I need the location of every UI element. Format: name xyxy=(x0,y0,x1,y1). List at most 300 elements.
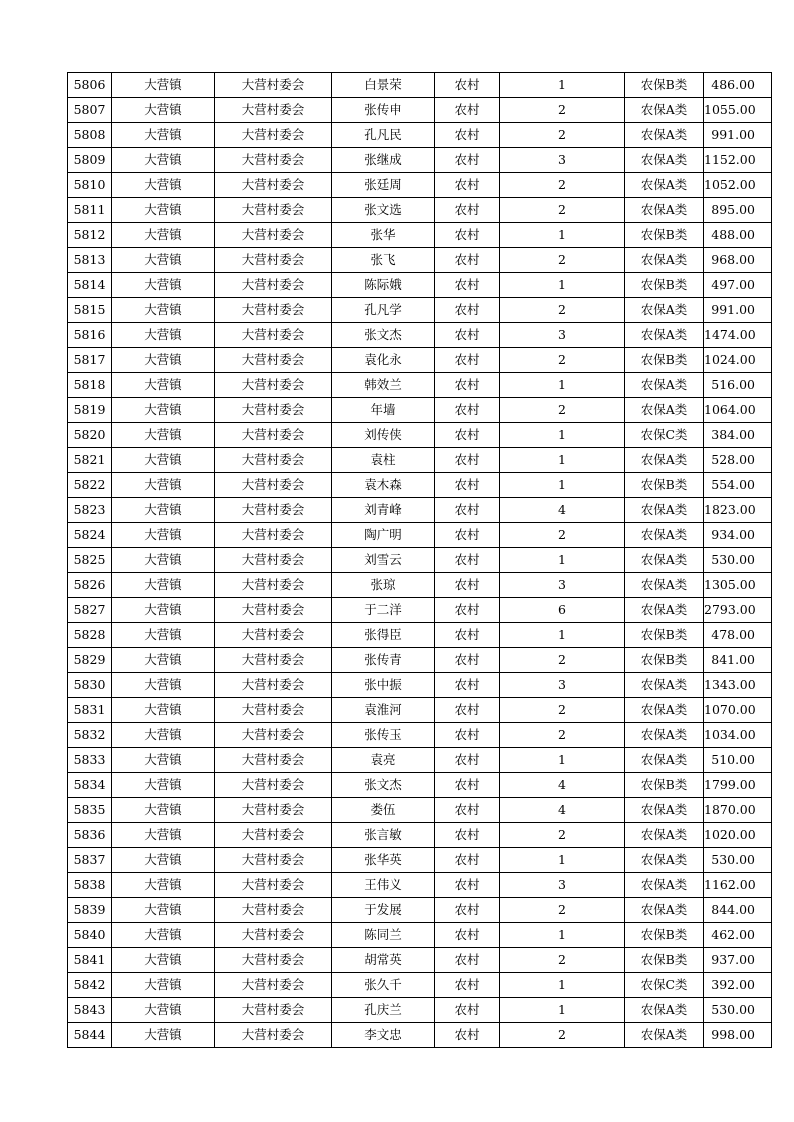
cell-amount: 991.00 xyxy=(704,298,772,323)
cell-insurance-category: 农保A类 xyxy=(625,548,704,573)
cell-serial: 5833 xyxy=(68,748,112,773)
cell-insurance-category: 农保A类 xyxy=(625,123,704,148)
table-row xyxy=(68,298,772,323)
cell-name: 于二洋 xyxy=(332,598,435,623)
cell-household-type: 农村 xyxy=(435,773,500,798)
cell-household-type: 农村 xyxy=(435,298,500,323)
cell-village-committee: 大营村委会 xyxy=(215,648,332,673)
cell-amount: 841.00 xyxy=(704,648,772,673)
cell-name: 张廷周 xyxy=(332,173,435,198)
cell-village-committee: 大营村委会 xyxy=(215,998,332,1023)
cell-amount: 991.00 xyxy=(704,123,772,148)
cell-person-count: 3 xyxy=(500,573,625,598)
cell-town: 大营镇 xyxy=(112,898,215,923)
cell-insurance-category: 农保B类 xyxy=(625,73,704,98)
table-row xyxy=(68,498,772,523)
cell-person-count: 2 xyxy=(500,898,625,923)
cell-person-count: 1 xyxy=(500,848,625,873)
cell-household-type: 农村 xyxy=(435,673,500,698)
cell-insurance-category: 农保B类 xyxy=(625,948,704,973)
cell-village-committee: 大营村委会 xyxy=(215,698,332,723)
cell-serial: 5810 xyxy=(68,173,112,198)
cell-village-committee: 大营村委会 xyxy=(215,823,332,848)
cell-village-committee: 大营村委会 xyxy=(215,848,332,873)
cell-person-count: 1 xyxy=(500,748,625,773)
cell-insurance-category: 农保A类 xyxy=(625,373,704,398)
cell-serial: 5827 xyxy=(68,598,112,623)
cell-name: 张华 xyxy=(332,223,435,248)
table-row xyxy=(68,448,772,473)
cell-town: 大营镇 xyxy=(112,698,215,723)
cell-household-type: 农村 xyxy=(435,148,500,173)
cell-town: 大营镇 xyxy=(112,848,215,873)
cell-amount: 1474.00 xyxy=(704,323,772,348)
cell-insurance-category: 农保C类 xyxy=(625,973,704,998)
cell-serial: 5832 xyxy=(68,723,112,748)
cell-name: 陈同兰 xyxy=(332,923,435,948)
table-row xyxy=(68,348,772,373)
cell-village-committee: 大营村委会 xyxy=(215,373,332,398)
cell-name: 张传青 xyxy=(332,648,435,673)
cell-household-type: 农村 xyxy=(435,648,500,673)
cell-name: 年墙 xyxy=(332,398,435,423)
cell-village-committee: 大营村委会 xyxy=(215,223,332,248)
cell-household-type: 农村 xyxy=(435,848,500,873)
cell-person-count: 1 xyxy=(500,423,625,448)
cell-insurance-category: 农保A类 xyxy=(625,298,704,323)
cell-town: 大营镇 xyxy=(112,548,215,573)
cell-amount: 844.00 xyxy=(704,898,772,923)
cell-amount: 1343.00 xyxy=(704,673,772,698)
cell-insurance-category: 农保A类 xyxy=(625,748,704,773)
cell-serial: 5843 xyxy=(68,998,112,1023)
cell-town: 大营镇 xyxy=(112,823,215,848)
cell-person-count: 2 xyxy=(500,698,625,723)
table-row xyxy=(68,73,772,98)
cell-town: 大营镇 xyxy=(112,523,215,548)
cell-serial: 5828 xyxy=(68,623,112,648)
cell-amount: 1823.00 xyxy=(704,498,772,523)
cell-insurance-category: 农保B类 xyxy=(625,648,704,673)
cell-household-type: 农村 xyxy=(435,373,500,398)
cell-household-type: 农村 xyxy=(435,423,500,448)
cell-amount: 528.00 xyxy=(704,448,772,473)
cell-person-count: 2 xyxy=(500,823,625,848)
cell-household-type: 农村 xyxy=(435,273,500,298)
cell-person-count: 2 xyxy=(500,198,625,223)
cell-serial: 5839 xyxy=(68,898,112,923)
cell-person-count: 1 xyxy=(500,548,625,573)
table-row xyxy=(68,623,772,648)
cell-village-committee: 大营村委会 xyxy=(215,973,332,998)
cell-village-committee: 大营村委会 xyxy=(215,598,332,623)
cell-person-count: 2 xyxy=(500,298,625,323)
cell-household-type: 农村 xyxy=(435,623,500,648)
cell-town: 大营镇 xyxy=(112,998,215,1023)
cell-serial: 5811 xyxy=(68,198,112,223)
cell-insurance-category: 农保A类 xyxy=(625,323,704,348)
cell-person-count: 1 xyxy=(500,973,625,998)
cell-name: 张久千 xyxy=(332,973,435,998)
cell-serial: 5806 xyxy=(68,73,112,98)
table-row xyxy=(68,273,772,298)
cell-serial: 5834 xyxy=(68,773,112,798)
cell-serial: 5844 xyxy=(68,1023,112,1048)
cell-person-count: 2 xyxy=(500,173,625,198)
cell-insurance-category: 农保B类 xyxy=(625,923,704,948)
cell-household-type: 农村 xyxy=(435,998,500,1023)
cell-name: 刘雪云 xyxy=(332,548,435,573)
cell-village-committee: 大营村委会 xyxy=(215,323,332,348)
cell-household-type: 农村 xyxy=(435,123,500,148)
cell-person-count: 3 xyxy=(500,873,625,898)
cell-household-type: 农村 xyxy=(435,573,500,598)
cell-amount: 1152.00 xyxy=(704,148,772,173)
cell-amount: 530.00 xyxy=(704,998,772,1023)
cell-town: 大营镇 xyxy=(112,223,215,248)
cell-serial: 5821 xyxy=(68,448,112,473)
table-row xyxy=(68,923,772,948)
table-row xyxy=(68,948,772,973)
cell-town: 大营镇 xyxy=(112,323,215,348)
cell-serial: 5838 xyxy=(68,873,112,898)
cell-amount: 1055.00 xyxy=(704,98,772,123)
cell-name: 张言敏 xyxy=(332,823,435,848)
cell-household-type: 农村 xyxy=(435,823,500,848)
cell-village-committee: 大营村委会 xyxy=(215,148,332,173)
cell-person-count: 2 xyxy=(500,398,625,423)
cell-town: 大营镇 xyxy=(112,573,215,598)
cell-person-count: 3 xyxy=(500,323,625,348)
cell-amount: 462.00 xyxy=(704,923,772,948)
table-row xyxy=(68,823,772,848)
cell-town: 大营镇 xyxy=(112,498,215,523)
cell-amount: 1305.00 xyxy=(704,573,772,598)
cell-amount: 510.00 xyxy=(704,748,772,773)
table-row xyxy=(68,723,772,748)
cell-insurance-category: 农保A类 xyxy=(625,523,704,548)
cell-town: 大营镇 xyxy=(112,273,215,298)
cell-town: 大营镇 xyxy=(112,748,215,773)
cell-village-committee: 大营村委会 xyxy=(215,948,332,973)
cell-household-type: 农村 xyxy=(435,798,500,823)
cell-name: 韩效兰 xyxy=(332,373,435,398)
cell-amount: 478.00 xyxy=(704,623,772,648)
cell-serial: 5823 xyxy=(68,498,112,523)
cell-serial: 5815 xyxy=(68,298,112,323)
table-row xyxy=(68,773,772,798)
cell-village-committee: 大营村委会 xyxy=(215,398,332,423)
cell-name: 张传申 xyxy=(332,98,435,123)
table-row xyxy=(68,198,772,223)
cell-village-committee: 大营村委会 xyxy=(215,73,332,98)
cell-amount: 968.00 xyxy=(704,248,772,273)
cell-insurance-category: 农保B类 xyxy=(625,623,704,648)
cell-town: 大营镇 xyxy=(112,598,215,623)
table-row xyxy=(68,223,772,248)
cell-village-committee: 大营村委会 xyxy=(215,723,332,748)
cell-name: 李文忠 xyxy=(332,1023,435,1048)
cell-amount: 516.00 xyxy=(704,373,772,398)
cell-serial: 5813 xyxy=(68,248,112,273)
cell-serial: 5824 xyxy=(68,523,112,548)
cell-name: 胡常英 xyxy=(332,948,435,973)
cell-town: 大营镇 xyxy=(112,648,215,673)
cell-serial: 5831 xyxy=(68,698,112,723)
cell-insurance-category: 农保A类 xyxy=(625,448,704,473)
cell-household-type: 农村 xyxy=(435,898,500,923)
cell-village-committee: 大营村委会 xyxy=(215,773,332,798)
table-row xyxy=(68,573,772,598)
cell-household-type: 农村 xyxy=(435,873,500,898)
cell-serial: 5814 xyxy=(68,273,112,298)
cell-amount: 488.00 xyxy=(704,223,772,248)
cell-town: 大营镇 xyxy=(112,298,215,323)
table-body xyxy=(68,73,772,1048)
cell-household-type: 农村 xyxy=(435,748,500,773)
cell-household-type: 农村 xyxy=(435,923,500,948)
cell-name: 张琼 xyxy=(332,573,435,598)
cell-name: 王伟义 xyxy=(332,873,435,898)
table-row xyxy=(68,748,772,773)
cell-name: 张文选 xyxy=(332,198,435,223)
cell-serial: 5837 xyxy=(68,848,112,873)
cell-insurance-category: 农保A类 xyxy=(625,798,704,823)
cell-name: 张文杰 xyxy=(332,773,435,798)
cell-person-count: 2 xyxy=(500,348,625,373)
cell-household-type: 农村 xyxy=(435,73,500,98)
cell-person-count: 3 xyxy=(500,148,625,173)
table-row xyxy=(68,673,772,698)
cell-name: 袁化永 xyxy=(332,348,435,373)
cell-village-committee: 大营村委会 xyxy=(215,298,332,323)
cell-name: 刘传侠 xyxy=(332,423,435,448)
cell-insurance-category: 农保A类 xyxy=(625,873,704,898)
cell-serial: 5836 xyxy=(68,823,112,848)
table-row xyxy=(68,423,772,448)
cell-town: 大营镇 xyxy=(112,73,215,98)
cell-household-type: 农村 xyxy=(435,248,500,273)
cell-town: 大营镇 xyxy=(112,1023,215,1048)
cell-amount: 1020.00 xyxy=(704,823,772,848)
cell-insurance-category: 农保A类 xyxy=(625,673,704,698)
cell-insurance-category: 农保B类 xyxy=(625,473,704,498)
cell-name: 张传玉 xyxy=(332,723,435,748)
cell-person-count: 6 xyxy=(500,598,625,623)
cell-insurance-category: 农保B类 xyxy=(625,223,704,248)
table-row xyxy=(68,323,772,348)
table-row xyxy=(68,548,772,573)
cell-name: 张飞 xyxy=(332,248,435,273)
cell-village-committee: 大营村委会 xyxy=(215,1023,332,1048)
cell-town: 大营镇 xyxy=(112,448,215,473)
cell-person-count: 1 xyxy=(500,623,625,648)
cell-amount: 1024.00 xyxy=(704,348,772,373)
cell-insurance-category: 农保A类 xyxy=(625,248,704,273)
cell-amount: 1064.00 xyxy=(704,398,772,423)
cell-name: 张得臣 xyxy=(332,623,435,648)
cell-household-type: 农村 xyxy=(435,598,500,623)
cell-amount: 998.00 xyxy=(704,1023,772,1048)
cell-village-committee: 大营村委会 xyxy=(215,273,332,298)
cell-household-type: 农村 xyxy=(435,473,500,498)
cell-amount: 384.00 xyxy=(704,423,772,448)
cell-name: 袁亮 xyxy=(332,748,435,773)
cell-person-count: 1 xyxy=(500,923,625,948)
table-row xyxy=(68,848,772,873)
cell-household-type: 农村 xyxy=(435,323,500,348)
cell-village-committee: 大营村委会 xyxy=(215,348,332,373)
cell-name: 陶广明 xyxy=(332,523,435,548)
cell-name: 袁木森 xyxy=(332,473,435,498)
table-row xyxy=(68,873,772,898)
table-row xyxy=(68,98,772,123)
cell-person-count: 2 xyxy=(500,523,625,548)
cell-household-type: 农村 xyxy=(435,173,500,198)
cell-person-count: 3 xyxy=(500,673,625,698)
cell-insurance-category: 农保A类 xyxy=(625,573,704,598)
cell-household-type: 农村 xyxy=(435,98,500,123)
document-sheet xyxy=(67,72,756,1048)
cell-insurance-category: 农保A类 xyxy=(625,598,704,623)
cell-amount: 530.00 xyxy=(704,548,772,573)
cell-insurance-category: 农保A类 xyxy=(625,823,704,848)
cell-village-committee: 大营村委会 xyxy=(215,748,332,773)
cell-person-count: 2 xyxy=(500,98,625,123)
cell-serial: 5842 xyxy=(68,973,112,998)
cell-amount: 934.00 xyxy=(704,523,772,548)
cell-household-type: 农村 xyxy=(435,1023,500,1048)
cell-serial: 5812 xyxy=(68,223,112,248)
cell-village-committee: 大营村委会 xyxy=(215,923,332,948)
table-row xyxy=(68,798,772,823)
cell-household-type: 农村 xyxy=(435,948,500,973)
cell-amount: 2793.00 xyxy=(704,598,772,623)
cell-town: 大营镇 xyxy=(112,623,215,648)
cell-insurance-category: 农保A类 xyxy=(625,848,704,873)
cell-person-count: 1 xyxy=(500,473,625,498)
cell-serial: 5818 xyxy=(68,373,112,398)
table-row xyxy=(68,698,772,723)
cell-serial: 5816 xyxy=(68,323,112,348)
beneficiary-table xyxy=(67,72,772,1048)
table-row xyxy=(68,523,772,548)
cell-person-count: 1 xyxy=(500,373,625,398)
cell-insurance-category: 农保B类 xyxy=(625,273,704,298)
cell-insurance-category: 农保A类 xyxy=(625,198,704,223)
cell-insurance-category: 农保A类 xyxy=(625,173,704,198)
cell-person-count: 1 xyxy=(500,998,625,1023)
cell-household-type: 农村 xyxy=(435,498,500,523)
cell-amount: 1799.00 xyxy=(704,773,772,798)
cell-amount: 937.00 xyxy=(704,948,772,973)
cell-person-count: 2 xyxy=(500,723,625,748)
cell-village-committee: 大营村委会 xyxy=(215,448,332,473)
cell-name: 孔凡民 xyxy=(332,123,435,148)
cell-person-count: 4 xyxy=(500,798,625,823)
cell-amount: 554.00 xyxy=(704,473,772,498)
cell-town: 大营镇 xyxy=(112,123,215,148)
cell-household-type: 农村 xyxy=(435,398,500,423)
cell-amount: 895.00 xyxy=(704,198,772,223)
cell-serial: 5840 xyxy=(68,923,112,948)
table-row xyxy=(68,398,772,423)
cell-household-type: 农村 xyxy=(435,348,500,373)
cell-town: 大营镇 xyxy=(112,773,215,798)
cell-insurance-category: 农保A类 xyxy=(625,723,704,748)
cell-name: 于发展 xyxy=(332,898,435,923)
cell-village-committee: 大营村委会 xyxy=(215,173,332,198)
cell-town: 大营镇 xyxy=(112,173,215,198)
cell-town: 大营镇 xyxy=(112,423,215,448)
cell-person-count: 4 xyxy=(500,498,625,523)
table-row xyxy=(68,473,772,498)
cell-person-count: 2 xyxy=(500,123,625,148)
cell-town: 大营镇 xyxy=(112,98,215,123)
cell-town: 大营镇 xyxy=(112,673,215,698)
cell-insurance-category: 农保A类 xyxy=(625,998,704,1023)
cell-name: 袁柱 xyxy=(332,448,435,473)
cell-village-committee: 大营村委会 xyxy=(215,573,332,598)
cell-amount: 1162.00 xyxy=(704,873,772,898)
table-row xyxy=(68,123,772,148)
cell-insurance-category: 农保C类 xyxy=(625,423,704,448)
cell-village-committee: 大营村委会 xyxy=(215,523,332,548)
cell-serial: 5826 xyxy=(68,573,112,598)
cell-village-committee: 大营村委会 xyxy=(215,98,332,123)
cell-household-type: 农村 xyxy=(435,548,500,573)
cell-town: 大营镇 xyxy=(112,798,215,823)
cell-name: 张继成 xyxy=(332,148,435,173)
cell-serial: 5825 xyxy=(68,548,112,573)
cell-name: 娄伍 xyxy=(332,798,435,823)
cell-town: 大营镇 xyxy=(112,723,215,748)
cell-household-type: 农村 xyxy=(435,448,500,473)
cell-household-type: 农村 xyxy=(435,698,500,723)
cell-town: 大营镇 xyxy=(112,398,215,423)
cell-person-count: 2 xyxy=(500,248,625,273)
cell-household-type: 农村 xyxy=(435,198,500,223)
cell-person-count: 2 xyxy=(500,948,625,973)
cell-insurance-category: 农保A类 xyxy=(625,148,704,173)
cell-amount: 497.00 xyxy=(704,273,772,298)
cell-village-committee: 大营村委会 xyxy=(215,623,332,648)
cell-amount: 1034.00 xyxy=(704,723,772,748)
cell-town: 大营镇 xyxy=(112,973,215,998)
cell-serial: 5830 xyxy=(68,673,112,698)
table-row xyxy=(68,648,772,673)
cell-name: 袁淮河 xyxy=(332,698,435,723)
cell-village-committee: 大营村委会 xyxy=(215,798,332,823)
cell-village-committee: 大营村委会 xyxy=(215,873,332,898)
cell-name: 刘青峰 xyxy=(332,498,435,523)
cell-insurance-category: 农保A类 xyxy=(625,1023,704,1048)
cell-insurance-category: 农保A类 xyxy=(625,498,704,523)
cell-insurance-category: 农保A类 xyxy=(625,898,704,923)
cell-name: 白景荣 xyxy=(332,73,435,98)
cell-person-count: 1 xyxy=(500,223,625,248)
cell-household-type: 农村 xyxy=(435,973,500,998)
cell-village-committee: 大营村委会 xyxy=(215,248,332,273)
cell-serial: 5829 xyxy=(68,648,112,673)
cell-town: 大营镇 xyxy=(112,248,215,273)
cell-person-count: 1 xyxy=(500,448,625,473)
cell-village-committee: 大营村委会 xyxy=(215,123,332,148)
cell-village-committee: 大营村委会 xyxy=(215,473,332,498)
cell-person-count: 1 xyxy=(500,273,625,298)
cell-serial: 5841 xyxy=(68,948,112,973)
cell-village-committee: 大营村委会 xyxy=(215,673,332,698)
